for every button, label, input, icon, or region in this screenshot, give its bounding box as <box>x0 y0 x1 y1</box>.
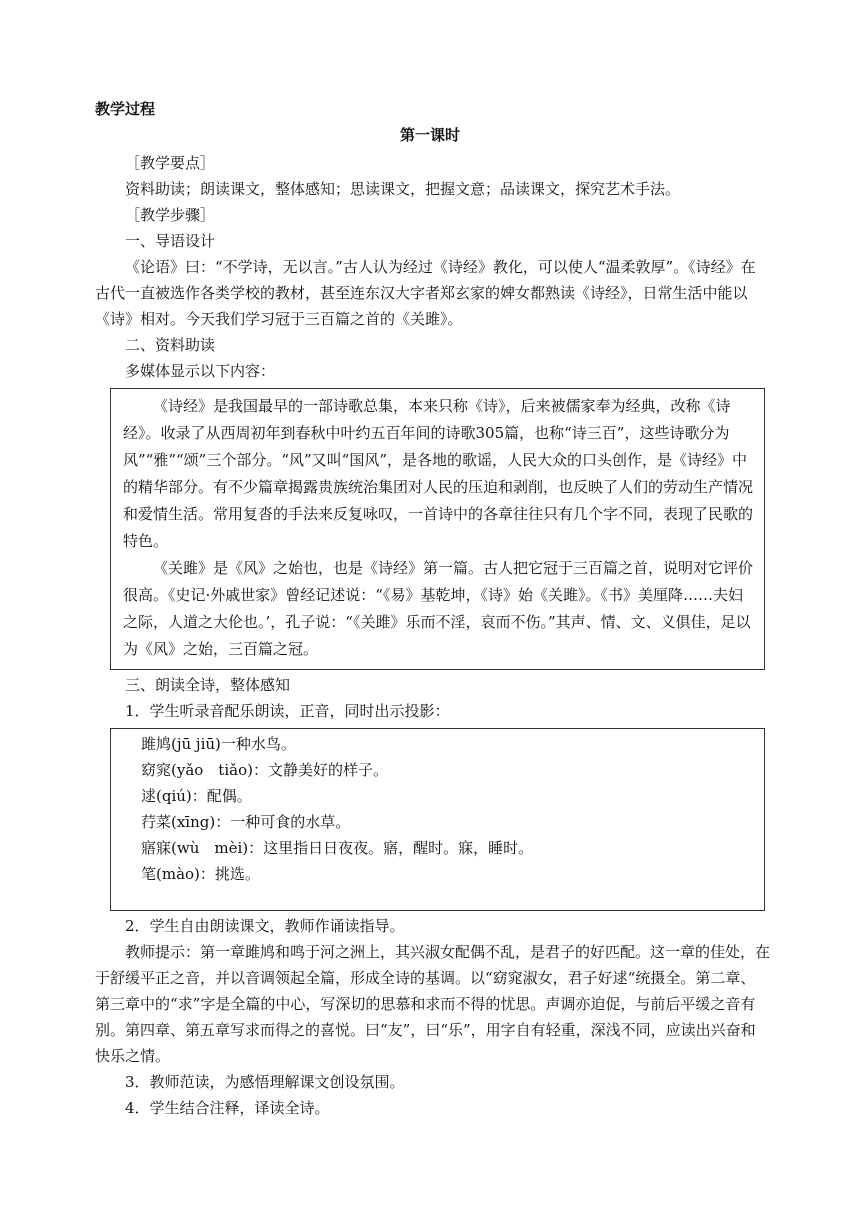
step2-title: 二、资料助读 <box>125 336 216 354</box>
step3-title: 三、朗读全诗，整体感知 <box>125 676 291 694</box>
step1-paragraph: 《论语》曰：“不学诗，无以言。”古人认为经过《诗经》教化，可以使人“温柔敦厚”。《诗经》在古代一直被选作各类学校的教材，甚至连东汉大字者郑玄家的婢女都熟读《诗经》，日常生活中能以《诗》相对。今天我们学习冠于三百篇之首的《关雎》。 <box>95 258 756 328</box>
info-paragraph-1: 《诗经》是我国最早的一部诗歌总集，本来只称《诗》，后来被儒家奉为经典，改称《诗经》。收录了从西周初年到春秋中叶约五百年间的诗歌305篇，也称“诗三百”，这些诗歌分为风”“雅”“颂”三个部分。“风”又叫“国风”，是各地的歌谣，人民大众的口头创作，是《诗经》中的精华部分。有不少篇章揭露贵族统治集团对人民的压迫和剥削，也反映了人们的劳动生产情况和爱情生活。常用复沓的手法来反复咏叹，一首诗中的各章往往只有几个字不同，表现了民歌的特色。 <box>123 397 754 550</box>
info-box <box>110 388 765 670</box>
vocab-line: 逑(qiú)：配偶。 <box>141 787 252 805</box>
teacher-tip: 教师提示：第一章雎鸠和鸣于河之洲上，其兴淑女配偶不乱，是君子的好匹配。这一章的佳处，在于舒缓平正之音，并以音调领起全篇，形成全诗的基调。以“窈窕淑女，君子好逑“统摄全。第二章、第三章中的“求”字是全篇的中心，写深切的思慕和求而不得的忧思。声调亦迫促，与前后平缓之音有别。第四章、第五章写求而得之的喜悦。曰“友”，曰“乐”，用字自有轻重，深浅不同，应读出兴奋和快乐之情。 <box>95 943 771 1065</box>
key-points-label: ［教学要点］ <box>125 154 216 172</box>
vocab-line: 笔(mào)：挑选。 <box>141 865 260 883</box>
step3-item-3: 3．教师范读，为感悟理解课文创设氛围。 <box>125 1073 405 1091</box>
document-body <box>95 150 770 1121</box>
vocab-line: 窈窕(yǎo tiǎo)：文静美好的样子。 <box>141 761 388 779</box>
step3-item-4: 4．学生结合注释，译读全诗。 <box>125 1099 330 1117</box>
step3-item-2: 2．学生自由朗读课文，教师作诵读指导。 <box>125 917 405 935</box>
vocab-line: 荇菜(xīng)：一种可食的水草。 <box>141 813 351 831</box>
steps-label: ［教学步骤］ <box>125 206 216 224</box>
step2-intro: 多媒体显示以下内容： <box>125 362 276 380</box>
section-title: 教学过程 <box>95 100 156 118</box>
step1-title: 一、导语设计 <box>125 232 216 250</box>
vocab-line: 寤寐(wù mèi)：这里指日日夜夜。寤，醒时。寐，睡时。 <box>141 839 534 857</box>
info-paragraph-2: 《关雎》是《风》之始也，也是《诗经》第一篇。古人把它冠于三百篇之首，说明对它评价很高。《史记·外戚世家》曾经记述说：“《易》基乾坤，《诗》始《关雎》。《书》美厘降……夫妇之际，人道之大伦也。’，孔子说：“《关雎》乐而不淫，哀而不伤。”其声、情、文、义俱佳，足以为《风》之始，三百篇之冠。 <box>123 559 754 658</box>
key-points-text: 资料助读；朗读课文，整体感知；思读课文，把握文意；品读课文，探究艺术手法。 <box>125 180 681 198</box>
vocab-box <box>110 728 765 911</box>
lesson-title: 第一课时 <box>399 126 460 144</box>
step3-item-1: 1．学生听录音配乐朗读，正音，同时出示投影： <box>125 702 450 720</box>
vocab-line: 雎鸠(jū jiū)一种水鸟。 <box>141 735 296 753</box>
